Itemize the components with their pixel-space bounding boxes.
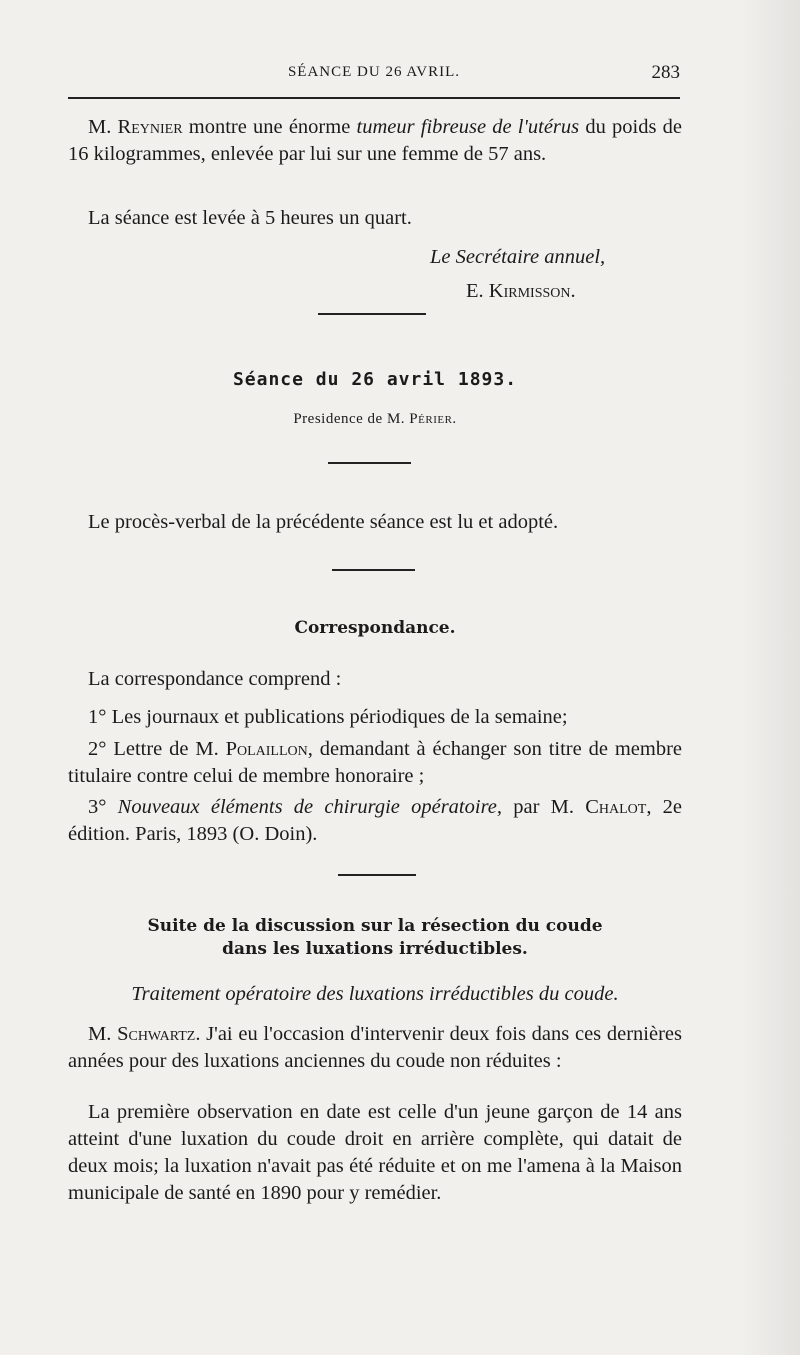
secretary-signature [466, 277, 576, 305]
seance-levee: La séance est levée à 5 heures un quart. [88, 207, 412, 229]
item2-prefix: 2° Lettre de M. [88, 738, 226, 760]
separator-rule-2 [328, 462, 411, 464]
page-edge-shadow [740, 0, 800, 1355]
item3-text2: , 2e édition. Paris, 1893 (O. Doin). [68, 796, 683, 845]
correspondance-heading: Correspondance. [294, 618, 456, 638]
correspondance-item-1: 1° Les journaux et publications périodiques de la semaine; [88, 706, 568, 728]
discussion-heading-line-2: dans les luxations irréductibles. [222, 939, 528, 959]
secretary-name: Kirmisson. [488, 280, 576, 302]
correspondance-item-2 [68, 736, 682, 790]
item2-name: Polaillon [225, 738, 308, 760]
presidence-line [68, 411, 682, 428]
schwartz-paragraph [68, 1021, 682, 1075]
separator-rule-4 [338, 874, 416, 876]
reynier-paragraph [68, 114, 682, 168]
item3-prefix: 3° [88, 796, 118, 818]
discussion-heading [68, 915, 682, 961]
header-rule [68, 97, 680, 99]
discussion-heading-line-1: Suite de la discussion sur la résection du coude [147, 916, 603, 936]
item3-name: Chalot [585, 796, 647, 818]
proces-verbal: Le procès-verbal de la précédente séance est lu et adopté. [88, 511, 559, 533]
schwartz-name: M. Schwartz [88, 1023, 196, 1045]
item2-text: , demandant à échanger son titre de membre titulaire contre celui de membre honoraire ; [68, 738, 682, 787]
reynier-text1: montre une énorme [182, 116, 357, 138]
observation-paragraph: La première observation en date est celle d'un jeune garçon de 14 ans atteint d'une luxation du coude droit en arrière complète, qui datait de deux mois; la luxation n'avait pas été réduite et on me l'amena à la Maison municipale de santé en 1890 pour y remédier. [68, 1101, 682, 1204]
presidence-name: Périer. [409, 411, 457, 427]
correspondance-intro: La correspondance comprend : [88, 668, 342, 690]
reynier-italic: tumeur fibreuse de l'utérus [356, 116, 580, 138]
schwartz-text: . J'ai eu l'occasion d'intervenir deux fois dans ces dernières années pour des luxations anciennes du coude non réduites : [68, 1023, 683, 1072]
presidence-prefix: Presidence de M. [293, 411, 410, 427]
running-title: SÉANCE DU 26 AVRIL. [287, 64, 461, 80]
seance-title: Séance du 26 avril 1893. [232, 369, 518, 390]
discussion-subheading: Traitement opératoire des luxations irréductibles du coude. [131, 983, 619, 1005]
correspondance-item-3 [68, 794, 682, 848]
reynier-text2: du poids de 16 kilogrammes, enlevée par lui sur une femme de 57 ans. [68, 116, 683, 165]
page-number: 283 [651, 62, 680, 83]
secretary-role: Le Secrétaire annuel, [430, 246, 606, 268]
reynier-name: M. Reynier [88, 116, 183, 138]
item3-text1: par M. [502, 796, 586, 818]
running-header [68, 62, 680, 88]
secretary-name-prefix: E. [466, 280, 489, 302]
separator-rule-3 [332, 569, 415, 571]
separator-rule-1 [318, 313, 426, 315]
item3-title: Nouveaux éléments de chirurgie opératoire, [117, 796, 503, 818]
